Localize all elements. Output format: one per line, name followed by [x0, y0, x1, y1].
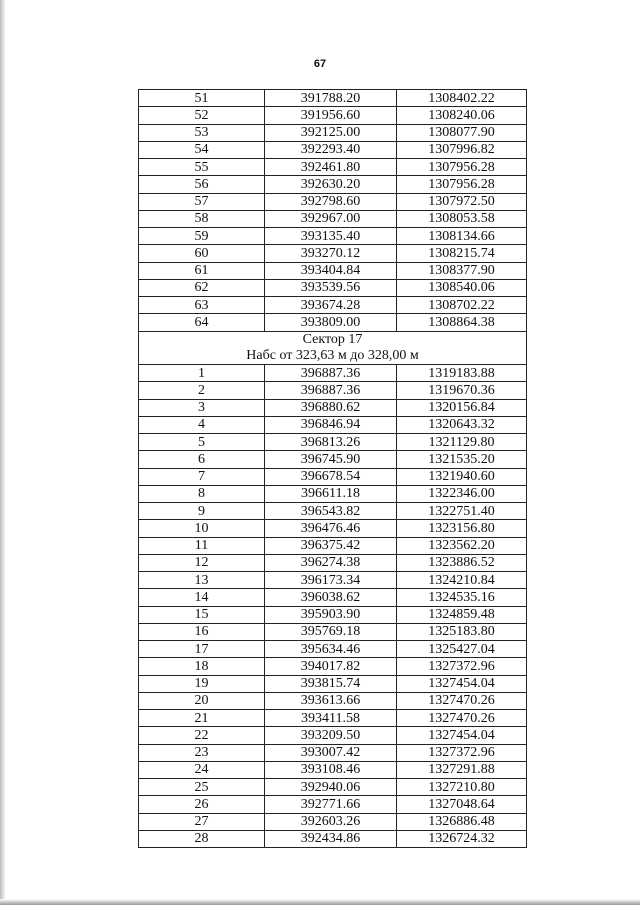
point-number: 26 — [139, 796, 265, 813]
coordinate-x: 392630.20 — [265, 176, 397, 193]
table-row — [139, 107, 527, 124]
coordinate-x: 396887.36 — [265, 365, 397, 382]
coordinate-y: 1323562.20 — [397, 537, 527, 554]
table-row — [139, 537, 527, 554]
sector-header — [139, 331, 527, 365]
coordinate-x: 396745.90 — [265, 451, 397, 468]
table-row — [139, 297, 527, 314]
coordinate-x: 392434.86 — [265, 830, 397, 847]
coordinate-y: 1322751.40 — [397, 503, 527, 520]
coordinate-y: 1308077.90 — [397, 124, 527, 141]
sector-subtitle: Набс от 323,63 м до 328,00 м — [246, 347, 419, 363]
coordinate-y: 1308377.90 — [397, 262, 527, 279]
coordinates-table — [138, 89, 527, 848]
coordinate-x: 393007.42 — [265, 744, 397, 761]
coordinate-y: 1320156.84 — [397, 399, 527, 416]
point-number: 21 — [139, 710, 265, 727]
coordinate-x: 396375.42 — [265, 537, 397, 554]
table-row — [139, 279, 527, 296]
coordinate-x: 393270.12 — [265, 245, 397, 262]
coordinate-y: 1327048.64 — [397, 796, 527, 813]
table-row — [139, 641, 527, 658]
coordinate-y: 1321535.20 — [397, 451, 527, 468]
point-number: 23 — [139, 744, 265, 761]
coordinate-y: 1323886.52 — [397, 554, 527, 571]
coordinate-x: 392798.60 — [265, 193, 397, 210]
table-row — [139, 141, 527, 158]
point-number: 13 — [139, 572, 265, 589]
coordinate-y: 1308864.38 — [397, 314, 527, 331]
coordinate-y: 1307956.28 — [397, 159, 527, 176]
coordinate-x: 394017.82 — [265, 658, 397, 675]
coordinate-x: 396678.54 — [265, 468, 397, 485]
coordinate-x: 392940.06 — [265, 779, 397, 796]
point-number: 60 — [139, 245, 265, 262]
table-row — [139, 744, 527, 761]
coordinate-x: 393815.74 — [265, 675, 397, 692]
coordinate-y: 1307996.82 — [397, 141, 527, 158]
coordinate-x: 392603.26 — [265, 813, 397, 830]
table-row — [139, 554, 527, 571]
point-number: 58 — [139, 210, 265, 227]
point-number: 54 — [139, 141, 265, 158]
coordinate-x: 396476.46 — [265, 520, 397, 537]
table-row — [139, 830, 527, 847]
table-row — [139, 245, 527, 262]
coordinate-x: 396543.82 — [265, 503, 397, 520]
coordinate-x: 395903.90 — [265, 606, 397, 623]
scan-edge-bottom — [0, 899, 640, 905]
point-number: 4 — [139, 416, 265, 433]
table-row — [139, 468, 527, 485]
point-number: 9 — [139, 503, 265, 520]
point-number: 24 — [139, 761, 265, 778]
coordinate-x: 392461.80 — [265, 159, 397, 176]
table-row — [139, 710, 527, 727]
table-row — [139, 761, 527, 778]
coordinate-x: 393674.28 — [265, 297, 397, 314]
table-row — [139, 210, 527, 227]
coordinate-y: 1327454.04 — [397, 675, 527, 692]
table-row — [139, 692, 527, 709]
coordinate-x: 393108.46 — [265, 761, 397, 778]
table-row — [139, 176, 527, 193]
coordinate-y: 1326886.48 — [397, 813, 527, 830]
coordinate-y: 1308240.06 — [397, 107, 527, 124]
point-number: 57 — [139, 193, 265, 210]
coordinate-x: 396274.38 — [265, 554, 397, 571]
coordinate-x: 396038.62 — [265, 589, 397, 606]
table-row — [139, 796, 527, 813]
coordinate-x: 396813.26 — [265, 434, 397, 451]
point-number: 56 — [139, 176, 265, 193]
coordinate-x: 392293.40 — [265, 141, 397, 158]
point-number: 62 — [139, 279, 265, 296]
coordinate-x: 395769.18 — [265, 623, 397, 640]
table-row — [139, 485, 527, 502]
table-row — [139, 451, 527, 468]
coordinate-y: 1308134.66 — [397, 228, 527, 245]
coordinate-y: 1324859.48 — [397, 606, 527, 623]
table-row — [139, 124, 527, 141]
point-number: 63 — [139, 297, 265, 314]
coordinate-y: 1321129.80 — [397, 434, 527, 451]
coordinate-x: 396880.62 — [265, 399, 397, 416]
table-row — [139, 416, 527, 433]
coordinate-x: 393404.84 — [265, 262, 397, 279]
coordinate-y: 1308215.74 — [397, 245, 527, 262]
table-row — [139, 623, 527, 640]
point-number: 8 — [139, 485, 265, 502]
coordinate-y: 1308702.22 — [397, 297, 527, 314]
coordinate-y: 1324535.16 — [397, 589, 527, 606]
point-number: 11 — [139, 537, 265, 554]
coordinate-y: 1327372.96 — [397, 658, 527, 675]
point-number: 28 — [139, 830, 265, 847]
coordinate-y: 1327454.04 — [397, 727, 527, 744]
table-row — [139, 675, 527, 692]
page-number: 67 — [313, 58, 327, 70]
point-number: 22 — [139, 727, 265, 744]
coordinate-y: 1319183.88 — [397, 365, 527, 382]
point-number: 14 — [139, 589, 265, 606]
coordinate-y: 1308540.06 — [397, 279, 527, 296]
coordinate-x: 393209.50 — [265, 727, 397, 744]
point-number: 55 — [139, 159, 265, 176]
coordinate-y: 1325427.04 — [397, 641, 527, 658]
coordinate-x: 392967.00 — [265, 210, 397, 227]
coordinates-table-part2 — [139, 365, 527, 848]
table-row — [139, 193, 527, 210]
table-row — [139, 382, 527, 399]
point-number: 64 — [139, 314, 265, 331]
table-row — [139, 228, 527, 245]
point-number: 19 — [139, 675, 265, 692]
coordinate-y: 1319670.36 — [397, 382, 527, 399]
point-number: 2 — [139, 382, 265, 399]
table-row — [139, 503, 527, 520]
coordinate-x: 393135.40 — [265, 228, 397, 245]
table-row — [139, 314, 527, 331]
coordinate-x: 396611.18 — [265, 485, 397, 502]
point-number: 25 — [139, 779, 265, 796]
point-number: 15 — [139, 606, 265, 623]
coordinate-y: 1323156.80 — [397, 520, 527, 537]
table-row — [139, 159, 527, 176]
table-row — [139, 399, 527, 416]
sector-header-cell — [139, 331, 527, 365]
table-row — [139, 90, 527, 107]
coordinate-y: 1321940.60 — [397, 468, 527, 485]
coordinate-y: 1327210.80 — [397, 779, 527, 796]
table-row — [139, 262, 527, 279]
table-row — [139, 779, 527, 796]
coordinate-y: 1307972.50 — [397, 193, 527, 210]
table-row — [139, 658, 527, 675]
coordinate-y: 1308053.58 — [397, 210, 527, 227]
point-number: 53 — [139, 124, 265, 141]
point-number: 16 — [139, 623, 265, 640]
coordinate-x: 393539.56 — [265, 279, 397, 296]
table-row — [139, 572, 527, 589]
coordinate-x: 391788.20 — [265, 90, 397, 107]
table-row — [139, 813, 527, 830]
point-number: 52 — [139, 107, 265, 124]
point-number: 6 — [139, 451, 265, 468]
point-number: 10 — [139, 520, 265, 537]
point-number: 3 — [139, 399, 265, 416]
coordinate-y: 1327372.96 — [397, 744, 527, 761]
point-number: 27 — [139, 813, 265, 830]
table-row — [139, 520, 527, 537]
point-number: 18 — [139, 658, 265, 675]
table-row — [139, 365, 527, 382]
coordinate-x: 392125.00 — [265, 124, 397, 141]
coordinate-y: 1325183.80 — [397, 623, 527, 640]
coordinate-x: 393613.66 — [265, 692, 397, 709]
coordinate-y: 1327291.88 — [397, 761, 527, 778]
coordinate-y: 1320643.32 — [397, 416, 527, 433]
point-number: 7 — [139, 468, 265, 485]
point-number: 61 — [139, 262, 265, 279]
coordinate-y: 1327470.26 — [397, 710, 527, 727]
coordinate-y: 1326724.32 — [397, 830, 527, 847]
point-number: 12 — [139, 554, 265, 571]
coordinate-x: 393809.00 — [265, 314, 397, 331]
coordinate-x: 395634.46 — [265, 641, 397, 658]
coordinate-x: 396173.34 — [265, 572, 397, 589]
coordinate-y: 1327470.26 — [397, 692, 527, 709]
sector-title: Сектор 17 — [302, 331, 363, 347]
table-row — [139, 589, 527, 606]
coordinates-table-part1 — [139, 90, 527, 332]
coordinate-y: 1308402.22 — [397, 90, 527, 107]
point-number: 51 — [139, 90, 265, 107]
coordinate-x: 396846.94 — [265, 416, 397, 433]
coordinate-x: 396887.36 — [265, 382, 397, 399]
coordinate-y: 1307956.28 — [397, 176, 527, 193]
point-number: 1 — [139, 365, 265, 382]
coordinate-x: 393411.58 — [265, 710, 397, 727]
scan-edge-left — [0, 0, 6, 905]
coordinate-x: 392771.66 — [265, 796, 397, 813]
table-row — [139, 606, 527, 623]
point-number: 17 — [139, 641, 265, 658]
coordinate-x: 391956.60 — [265, 107, 397, 124]
table-row — [139, 434, 527, 451]
point-number: 20 — [139, 692, 265, 709]
point-number: 5 — [139, 434, 265, 451]
coordinate-y: 1324210.84 — [397, 572, 527, 589]
table-row — [139, 727, 527, 744]
sector-header-row — [139, 331, 527, 365]
point-number: 59 — [139, 228, 265, 245]
coordinate-y: 1322346.00 — [397, 485, 527, 502]
